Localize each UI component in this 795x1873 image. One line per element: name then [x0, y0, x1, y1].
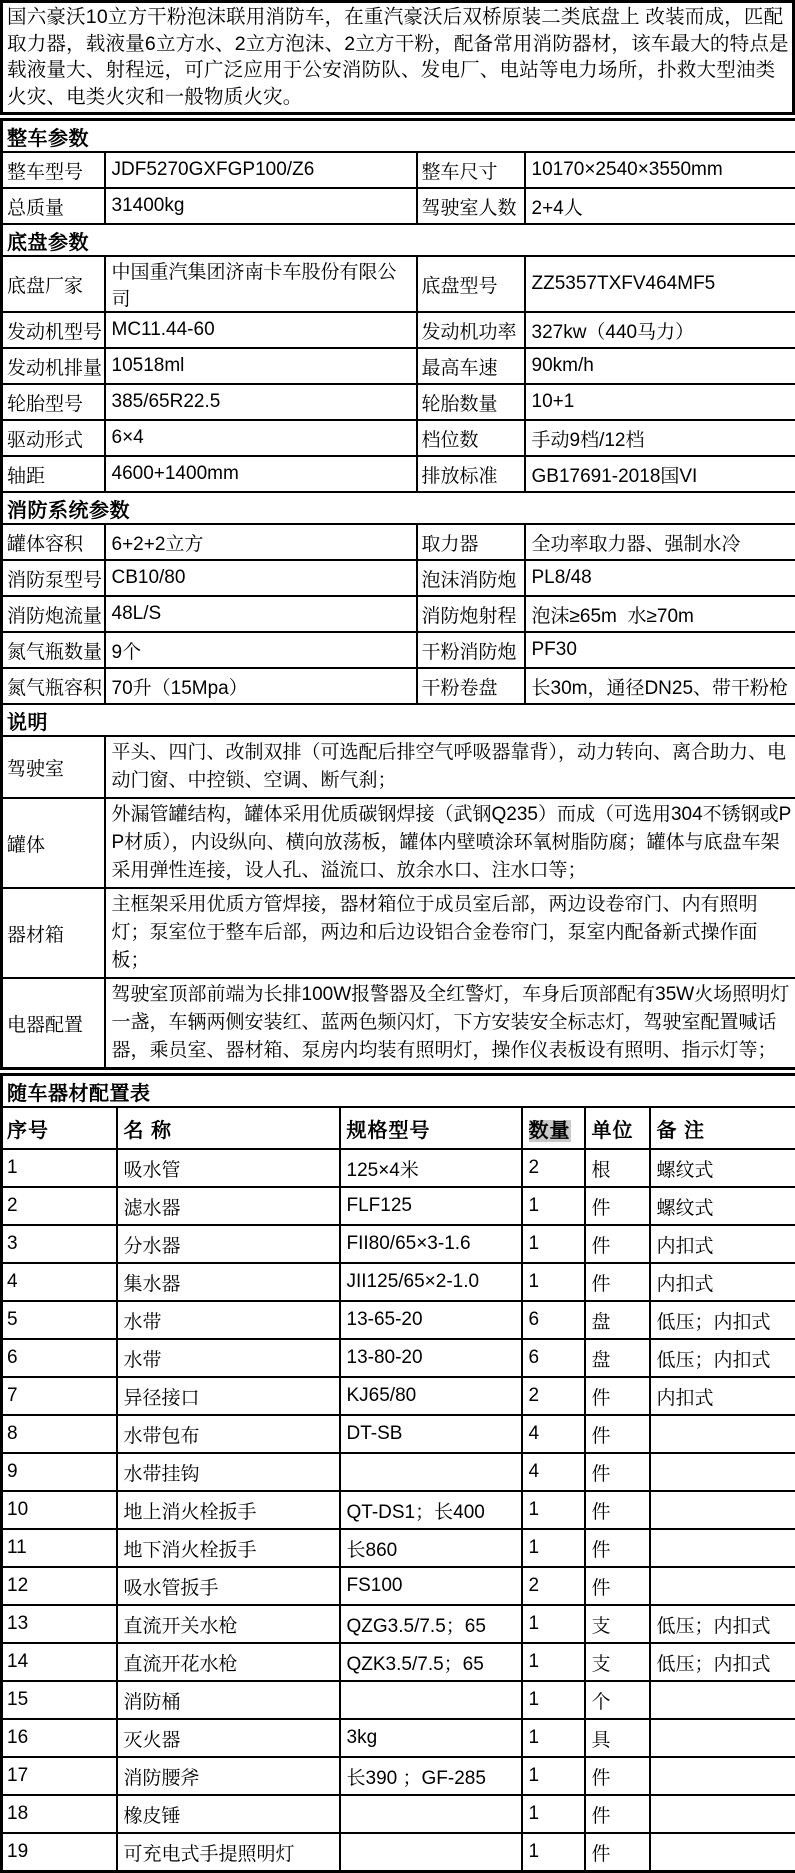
- section-title-chassis-params: 底盘参数: [2, 224, 795, 256]
- equipment-index-cell: 8: [2, 1415, 117, 1453]
- spec-label-cell: 取力器: [417, 524, 525, 560]
- equipment-name-cell: 橡皮锤: [117, 1795, 340, 1833]
- spec-label-cell: 氮气瓶数量: [2, 632, 105, 668]
- spec-row: [2, 596, 795, 632]
- spec-label-cell: 轮胎型号: [2, 384, 105, 420]
- spec-value-cell: 48L/S: [105, 596, 417, 632]
- spec-label-cell: 驱动形式: [2, 420, 105, 456]
- equipment-name-cell: 地上消火栓扳手: [117, 1491, 340, 1529]
- equipment-remark-cell: [650, 1491, 795, 1529]
- equipment-unit-cell: 盘: [585, 1339, 650, 1377]
- equipment-index-cell: 13: [2, 1605, 117, 1643]
- spec-value-cell: GB17691-2018国VI: [525, 456, 795, 492]
- equipment-spec-cell: 长860: [340, 1529, 522, 1567]
- equipment-index-cell: 14: [2, 1643, 117, 1681]
- equipment-rows: [2, 1149, 795, 1872]
- equipment-unit-cell: 件: [585, 1377, 650, 1415]
- spec-label-cell: 干粉消防炮: [417, 632, 525, 668]
- equipment-remark-cell: 内扣式: [650, 1225, 795, 1263]
- spec-label-cell: 干粉卷盘: [417, 668, 525, 704]
- equipment-remark-cell: [650, 1757, 795, 1795]
- equipment-remark-cell: 螺纹式: [650, 1149, 795, 1187]
- equipment-spec-cell: 13-65-20: [340, 1301, 522, 1339]
- spec-value-cell: 327kw（440马力）: [525, 312, 795, 348]
- spec-label-cell: 泡沫消防炮: [417, 560, 525, 596]
- spec-value-cell: 90km/h: [525, 348, 795, 384]
- equipment-remark-cell: 低压；内扣式: [650, 1301, 795, 1339]
- equipment-qty-cell: 1: [522, 1757, 585, 1795]
- spec-row: [2, 152, 795, 188]
- section-title-row: [2, 224, 795, 256]
- spec-row: [2, 524, 795, 560]
- spec-label-cell: 底盘型号: [417, 256, 525, 312]
- equipment-name-cell: 水带: [117, 1339, 340, 1377]
- equipment-remark-cell: [650, 1795, 795, 1833]
- equipment-row: [2, 1757, 795, 1795]
- equipment-remark-cell: 低压；内扣式: [650, 1339, 795, 1377]
- section-title-row: [2, 120, 795, 153]
- equipment-row: [2, 1225, 795, 1263]
- equipment-qty-cell: 1: [522, 1719, 585, 1757]
- equipment-qty-cell: 1: [522, 1491, 585, 1529]
- spec-label-cell: 发动机排量: [2, 348, 105, 384]
- equipment-spec-cell: JII125/65×2-1.0: [340, 1263, 522, 1301]
- equipment-remark-cell: [650, 1567, 795, 1605]
- equipment-qty-cell: 1: [522, 1263, 585, 1301]
- equipment-row: [2, 1339, 795, 1377]
- spec-label-cell: 消防泵型号: [2, 560, 105, 596]
- equipment-row: [2, 1415, 795, 1453]
- fire-system-params-rows: [2, 524, 795, 704]
- equipment-index-cell: 11: [2, 1529, 117, 1567]
- spec-value-cell: 9个: [105, 632, 417, 668]
- spec-value-cell: 手动9档/12档: [525, 420, 795, 456]
- note-label-cell: 电器配置: [2, 978, 105, 1069]
- spec-row: [2, 384, 795, 420]
- section-header-chassis: [2, 224, 795, 256]
- spec-label-cell: 消防炮流量: [2, 596, 105, 632]
- section-title-row: [2, 704, 795, 736]
- spec-label-cell: 驾驶室人数: [417, 188, 525, 224]
- spec-label-cell: 总质量: [2, 188, 105, 224]
- equipment-unit-cell: 具: [585, 1719, 650, 1757]
- spec-label-cell: 消防炮射程: [417, 596, 525, 632]
- spec-label-cell: 整车尺寸: [417, 152, 525, 188]
- equipment-name-cell: 分水器: [117, 1225, 340, 1263]
- equipment-unit-cell: 根: [585, 1149, 650, 1187]
- equipment-row: [2, 1263, 795, 1301]
- note-label-cell: 器材箱: [2, 888, 105, 978]
- spec-value-cell: CB10/80: [105, 560, 417, 596]
- equipment-remark-cell: 内扣式: [650, 1377, 795, 1415]
- spec-label-cell: 最高车速: [417, 348, 525, 384]
- equipment-qty-cell: 1: [522, 1643, 585, 1681]
- equipment-remark-cell: [650, 1453, 795, 1491]
- equipment-header-remark: 备 注: [650, 1107, 795, 1149]
- equipment-name-cell: 水带包布: [117, 1415, 340, 1453]
- section-title-vehicle-params: 整车参数: [2, 120, 795, 153]
- spec-value-cell: 70升（15Mpa）: [105, 668, 417, 704]
- note-text-cell: 外漏管罐结构，罐体采用优质碳钢焊接（武钢Q235）而成（可选用304不锈钢或PP材质），内设纵向、横向放荡板，罐体内壁喷涂环氧树脂防腐；罐体与底盘车架采用弹性连接，设人孔、溢流口、放余水口、注水口等；: [105, 798, 795, 888]
- spec-label-cell: 发动机型号: [2, 312, 105, 348]
- equipment-header-qty: [522, 1107, 585, 1149]
- spec-row: [2, 632, 795, 668]
- equipment-remark-cell: [650, 1833, 795, 1872]
- equipment-index-cell: 5: [2, 1301, 117, 1339]
- spec-value-cell: PF30: [525, 632, 795, 668]
- equipment-unit-cell: 个: [585, 1681, 650, 1719]
- equipment-spec-cell: [340, 1795, 522, 1833]
- spec-label-cell: 底盘厂家: [2, 256, 105, 312]
- equipment-unit-cell: 件: [585, 1491, 650, 1529]
- equipment-remark-cell: [650, 1415, 795, 1453]
- equipment-row: [2, 1453, 795, 1491]
- note-row: [2, 798, 795, 888]
- spec-label-cell: 发动机功率: [417, 312, 525, 348]
- spec-value-cell: 10+1: [525, 384, 795, 420]
- equipment-title-body: [2, 1075, 795, 1108]
- equipment-name-cell: 消防腰斧: [117, 1757, 340, 1795]
- equipment-row: [2, 1567, 795, 1605]
- equipment-unit-cell: 盘: [585, 1301, 650, 1339]
- spec-row: [2, 256, 795, 312]
- spec-value-cell: 31400kg: [105, 188, 417, 224]
- chassis-params-rows: [2, 256, 795, 492]
- equipment-unit-cell: 件: [585, 1567, 650, 1605]
- spec-label-cell: 氮气瓶容积: [2, 668, 105, 704]
- spec-value-cell: 中国重汽集团济南卡车股份有限公司: [105, 256, 417, 312]
- equipment-name-cell: 直流开关水枪: [117, 1605, 340, 1643]
- equipment-row: [2, 1833, 795, 1872]
- equipment-name-cell: 滤水器: [117, 1187, 340, 1225]
- equipment-index-cell: 1: [2, 1149, 117, 1187]
- equipment-spec-cell: FS100: [340, 1567, 522, 1605]
- spec-value-cell: JDF5270GXFGP100/Z6: [105, 152, 417, 188]
- equipment-unit-cell: 件: [585, 1757, 650, 1795]
- equipment-row: [2, 1491, 795, 1529]
- equipment-spec-cell: [340, 1453, 522, 1491]
- equipment-spec-cell: KJ65/80: [340, 1377, 522, 1415]
- equipment-row: [2, 1681, 795, 1719]
- equipment-remark-cell: [650, 1681, 795, 1719]
- equipment-name-cell: 水带: [117, 1301, 340, 1339]
- spec-label-cell: 罐体容积: [2, 524, 105, 560]
- equipment-remark-cell: 低压；内扣式: [650, 1605, 795, 1643]
- spec-label-cell: 档位数: [417, 420, 525, 456]
- equipment-row: [2, 1377, 795, 1415]
- spec-value-cell: MC11.44-60: [105, 312, 417, 348]
- equipment-unit-cell: 件: [585, 1833, 650, 1872]
- equipment-name-cell: 直流开花水枪: [117, 1643, 340, 1681]
- equipment-index-cell: 19: [2, 1833, 117, 1872]
- equipment-unit-cell: 件: [585, 1225, 650, 1263]
- equipment-header-row: [2, 1107, 795, 1149]
- spec-row: [2, 668, 795, 704]
- parameters-table: [0, 118, 795, 1070]
- equipment-index-cell: 7: [2, 1377, 117, 1415]
- section-header-vehicle: [2, 120, 795, 153]
- equipment-name-cell: 吸水管: [117, 1149, 340, 1187]
- spec-row: [2, 188, 795, 224]
- equipment-index-cell: 9: [2, 1453, 117, 1491]
- spec-row: [2, 420, 795, 456]
- equipment-unit-cell: 件: [585, 1187, 650, 1225]
- equipment-qty-cell: 2: [522, 1567, 585, 1605]
- equipment-name-cell: 异径接口: [117, 1377, 340, 1415]
- equipment-qty-cell: 1: [522, 1529, 585, 1567]
- spec-row: [2, 456, 795, 492]
- equipment-spec-cell: 125×4米: [340, 1149, 522, 1187]
- vehicle-params-rows: [2, 152, 795, 224]
- note-text-cell: 主框架采用优质方管焊接，器材箱位于成员室后部，两边设卷帘门、内有照明灯；泵室位于整车后部，两边和后边设铝合金卷帘门，泵室内配备新式操作面板；: [105, 888, 795, 978]
- note-row: [2, 978, 795, 1069]
- equipment-index-cell: 3: [2, 1225, 117, 1263]
- equipment-qty-cell: 6: [522, 1301, 585, 1339]
- equipment-name-cell: 水带挂钩: [117, 1453, 340, 1491]
- equipment-name-cell: 可充电式手提照明灯: [117, 1833, 340, 1872]
- spec-value-cell: 全功率取力器、强制水冷: [525, 524, 795, 560]
- equipment-header-spec: 规格型号: [340, 1107, 522, 1149]
- note-row: [2, 736, 795, 798]
- section-header-fire-system: [2, 492, 795, 524]
- spec-value-cell: 6+2+2立方: [105, 524, 417, 560]
- equipment-row: [2, 1643, 795, 1681]
- note-label-cell: 驾驶室: [2, 736, 105, 798]
- equipment-spec-cell: FII80/65×3-1.6: [340, 1225, 522, 1263]
- equipment-spec-cell: 13-80-20: [340, 1339, 522, 1377]
- equipment-qty-cell: 1: [522, 1605, 585, 1643]
- equipment-index-cell: 10: [2, 1491, 117, 1529]
- spec-row: [2, 312, 795, 348]
- spec-value-cell: 10170×2540×3550mm: [525, 152, 795, 188]
- equipment-remark-cell: 内扣式: [650, 1263, 795, 1301]
- equipment-row: [2, 1605, 795, 1643]
- equipment-spec-cell: QZK3.5/7.5；65: [340, 1643, 522, 1681]
- equipment-spec-cell: [340, 1833, 522, 1872]
- note-row: [2, 888, 795, 978]
- equipment-unit-cell: 件: [585, 1795, 650, 1833]
- equipment-index-cell: 2: [2, 1187, 117, 1225]
- equipment-spec-cell: FLF125: [340, 1187, 522, 1225]
- equipment-row: [2, 1529, 795, 1567]
- equipment-unit-cell: 件: [585, 1529, 650, 1567]
- equipment-row: [2, 1795, 795, 1833]
- section-title-notes: 说明: [2, 704, 795, 736]
- spec-row: [2, 560, 795, 596]
- equipment-header-body: [2, 1107, 795, 1149]
- section-title-row: [2, 492, 795, 524]
- equipment-index-cell: 12: [2, 1567, 117, 1605]
- equipment-index-cell: 4: [2, 1263, 117, 1301]
- equipment-table: [0, 1073, 795, 1873]
- spec-value-cell: 长30m，通径DN25、带干粉枪: [525, 668, 795, 704]
- section-header-notes: [2, 704, 795, 736]
- equipment-spec-cell: QT-DS1；长400: [340, 1491, 522, 1529]
- spec-value-cell: 10518ml: [105, 348, 417, 384]
- equipment-name-cell: 消防桶: [117, 1681, 340, 1719]
- spec-value-cell: 2+4人: [525, 188, 795, 224]
- equipment-qty-cell: 1: [522, 1187, 585, 1225]
- note-text-cell: 驾驶室顶部前端为长排100W报警器及全红警灯，车身后顶部配有35W火场照明灯一盏，车辆两侧安装红、蓝两色频闪灯，下方安装安全标志灯，驾驶室配置喊话器，乘员室、器材箱、泵房内均装有照明灯，操作仪表板设有照明、指示灯等；: [105, 978, 795, 1069]
- spec-value-cell: ZZ5357TXFV464MF5: [525, 256, 795, 312]
- equipment-row: [2, 1719, 795, 1757]
- equipment-header-name: 名 称: [117, 1107, 340, 1149]
- equipment-qty-cell: 1: [522, 1681, 585, 1719]
- equipment-name-cell: 集水器: [117, 1263, 340, 1301]
- equipment-qty-cell: 4: [522, 1415, 585, 1453]
- equipment-index-cell: 15: [2, 1681, 117, 1719]
- equipment-unit-cell: 件: [585, 1453, 650, 1491]
- spec-value-cell: 4600+1400mm: [105, 456, 417, 492]
- equipment-name-cell: 灭火器: [117, 1719, 340, 1757]
- spec-label-cell: 排放标准: [417, 456, 525, 492]
- equipment-unit-cell: 件: [585, 1263, 650, 1301]
- spec-value-cell: 385/65R22.5: [105, 384, 417, 420]
- equipment-unit-cell: 支: [585, 1605, 650, 1643]
- notes-rows: [2, 736, 795, 1069]
- section-title-row: [2, 1075, 795, 1108]
- equipment-index-cell: 18: [2, 1795, 117, 1833]
- equipment-qty-cell: 1: [522, 1833, 585, 1872]
- equipment-spec-cell: 长390 ；GF-285: [340, 1757, 522, 1795]
- equipment-spec-cell: 3kg: [340, 1719, 522, 1757]
- equipment-spec-cell: QZG3.5/7.5；65: [340, 1605, 522, 1643]
- equipment-qty-cell: 4: [522, 1453, 585, 1491]
- spec-value-cell: 泡沫≥65m 水≥70m: [525, 596, 795, 632]
- spec-value-cell: 6×4: [105, 420, 417, 456]
- spec-label-cell: 轴距: [2, 456, 105, 492]
- equipment-unit-cell: 支: [585, 1643, 650, 1681]
- equipment-remark-cell: 低压；内扣式: [650, 1643, 795, 1681]
- equipment-remark-cell: 螺纹式: [650, 1187, 795, 1225]
- equipment-spec-cell: DT-SB: [340, 1415, 522, 1453]
- equipment-name-cell: 吸水管扳手: [117, 1567, 340, 1605]
- equipment-qty-cell: 6: [522, 1339, 585, 1377]
- equipment-qty-cell: 1: [522, 1225, 585, 1263]
- spec-row: [2, 348, 795, 384]
- equipment-remark-cell: [650, 1719, 795, 1757]
- equipment-index-cell: 16: [2, 1719, 117, 1757]
- intro-paragraph: 国六豪沃10立方干粉泡沫联用消防车，在重汽豪沃后双桥原装二类底盘上 改装而成，匹配取力器，载液量6立方水、2立方泡沫、2立方干粉，配备常用消防器材，该车最大的特点是载液量大、射程远，可广泛应用于公安消防队、发电厂、电站等电力场所，扑救大型油类火灾、电类火灾和一般物质火灾。: [0, 0, 795, 115]
- equipment-header-unit: 单位: [585, 1107, 650, 1149]
- equipment-row: [2, 1187, 795, 1225]
- note-text-cell: 平头、四门、改制双排（可选配后排空气呼吸器靠背），动力转向、离合助力、电动门窗、中控锁、空调、断气刹；: [105, 736, 795, 798]
- equipment-remark-cell: [650, 1529, 795, 1567]
- spec-label-cell: 整车型号: [2, 152, 105, 188]
- equipment-header-qty-label: 数量: [529, 1120, 571, 1142]
- section-title-equipment: 随车器材配置表: [2, 1075, 795, 1108]
- equipment-header-index: 序号: [2, 1107, 117, 1149]
- spec-label-cell: 轮胎数量: [417, 384, 525, 420]
- equipment-index-cell: 6: [2, 1339, 117, 1377]
- equipment-row: [2, 1301, 795, 1339]
- equipment-index-cell: 17: [2, 1757, 117, 1795]
- section-title-fire-system-params: 消防系统参数: [2, 492, 795, 524]
- equipment-qty-cell: 1: [522, 1795, 585, 1833]
- equipment-row: [2, 1149, 795, 1187]
- equipment-spec-cell: [340, 1681, 522, 1719]
- spec-value-cell: PL8/48: [525, 560, 795, 596]
- equipment-qty-cell: 2: [522, 1149, 585, 1187]
- equipment-name-cell: 地下消火栓扳手: [117, 1529, 340, 1567]
- equipment-unit-cell: 件: [585, 1415, 650, 1453]
- note-label-cell: 罐体: [2, 798, 105, 888]
- equipment-qty-cell: 2: [522, 1377, 585, 1415]
